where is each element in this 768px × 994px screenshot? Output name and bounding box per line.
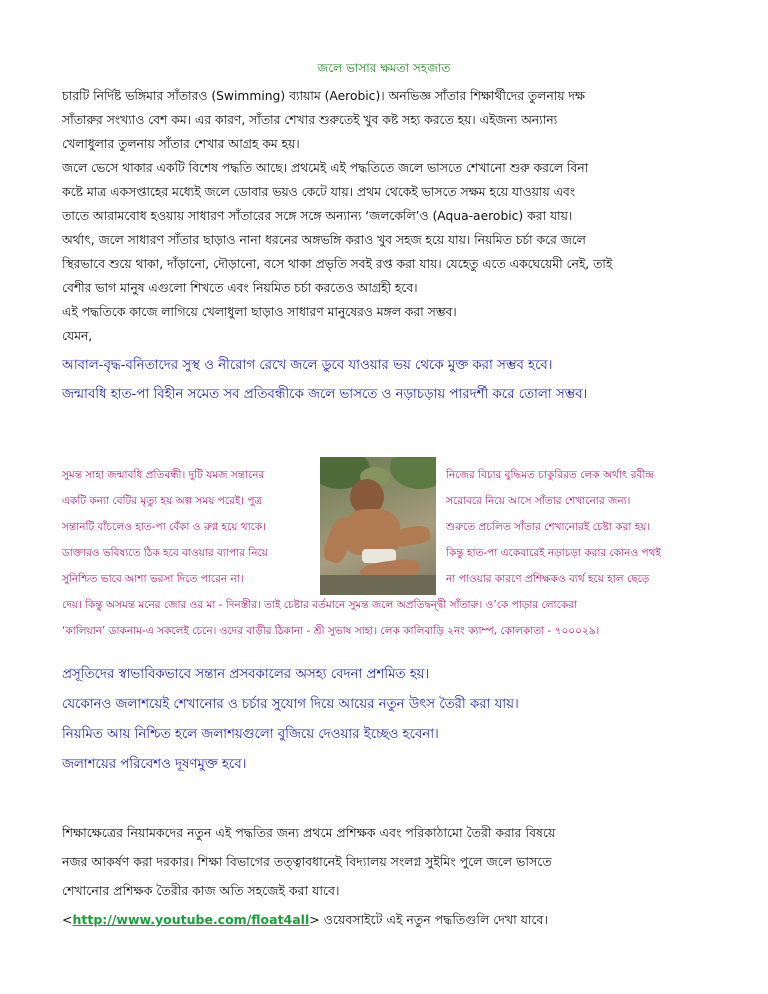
intro-line: এই পদ্ধতিকে কাজে লাগিয়ে খেলাধুলা ছাড়াও সাধারণ মানুষেরও মঙ্গল করা সম্ভব। xyxy=(62,305,457,319)
website-line xyxy=(62,905,712,934)
benefit-item: জলাশয়ের পরিবেশও দূষণমুক্ত হবে। xyxy=(62,757,247,772)
benefit-item: যেকোনও জলাশয়েই শেখানোর ও চর্চার সুযোগ দিয়ে আয়ের নতুন উৎস তৈরী করা যায়। xyxy=(62,697,519,712)
link-open-bracket: < xyxy=(62,912,73,927)
intro-line: যেমন, xyxy=(62,329,93,343)
story-right-line: শুরুতে প্রচলিত সাঁতার শেখানোরই চেষ্টা করা হয়। xyxy=(446,521,651,533)
link-close-bracket: > xyxy=(309,912,320,927)
story-right-line: সরোবরে নিয়ে আসে সাঁতার শেখানোর জন্য। xyxy=(446,495,631,507)
story-left-line: সুনিশ্চিত ভাবে আশা ভরসা দিতে পারেন না। xyxy=(62,573,244,585)
intro-paragraphs xyxy=(62,84,712,410)
intro-line: খেলাধুলার তুলনায় সাঁতার শেখার আগ্রহ কম হয়। xyxy=(62,137,300,151)
story-full-line: ‘কালিয়ান’ ডাকনাম-এ সকলেই চেনে। ওদের বাড়ীর ঠিকানা - শ্রী সুভাষ সাহা। লেক কালিবাড়ি ২নং ক্যাম্প, কোলকাতা - ৭০০০২৯। xyxy=(62,625,600,637)
closing-line: নজর আকর্ষণ করা দরকার। শিক্ষা বিভাগের তত্ত্বাবধানেই বিদ্যালয় সংলগ্ন সুইমিং পুলে জলে ভাসতে xyxy=(62,854,552,869)
intro-line: জলে ভেসে থাকার একটি বিশেষ পদ্ধতি আছে। প্রথমেই এই পদ্ধতিতে জলে ভাসতে শেখানো শুরু করলে বিনা xyxy=(62,161,589,175)
story-right-line: কিন্তু হাত-পা একেবারেই নড়াচড়া করার কোনও পথই xyxy=(446,547,661,559)
intro-line: চারটি নির্দিষ্ট ভঙ্গিমার সাঁতারও (Swimming) ব্যায়াম (Aerobic)। অনভিজ্ঞ সাঁতার শিক্ষার্থীদের তুলনায় দক্ষ xyxy=(62,89,585,103)
child-swimmer-photo xyxy=(320,457,436,595)
page-title: জলে ভাসার ক্ষমতা সহজাত xyxy=(317,61,451,75)
story-right-line: না পাওয়ার কারণে প্রশিক্ষকও ব্যর্থ হয়ে হাল ছেড়ে xyxy=(446,573,650,585)
story-left-line: ডাক্তারও ভবিষ্যতে ঠিক হবে বাওয়ার ব্যাপার নিয়ে xyxy=(62,547,268,559)
closing-line: শিক্ষাক্ষেত্রের নিয়ামকদের নতুন এই পদ্ধতির জন্য প্রথমে প্রশিক্ষক এবং পরিকাঠামো তৈরী করার বিষয়ে xyxy=(62,825,556,840)
intro-line: সাঁতারুর সংখ্যাও বেশ কম। এর কারণ, সাঁতার শেখার শুরুতেই খুব কষ্ট সহ্য করতে হয়। এইজন্য অন্যান্য xyxy=(62,113,558,127)
story-left-line: একটি কন্যা বেটির মৃত্যু হয় অল্প সময় পরেই। পুত্র xyxy=(62,495,263,507)
benefits-list xyxy=(62,660,722,780)
closing-line: শেখানোর প্রশিক্ষক তৈরীর কাজ অতি সহজেই করা যাবে। xyxy=(62,883,340,898)
benefit-item: প্রসূতিদের স্বাভাবিকভাবে সন্তান প্রসবকালের অসহ্য বেদনা প্রশমিত হয়। xyxy=(62,667,430,682)
youtube-link[interactable]: http://www.youtube.com/float4all xyxy=(72,912,310,927)
story-right-line: নিজের বিচার বুদ্ধিমত চাকুরিরত লেক অর্থাৎ রবীন্দ্র xyxy=(446,469,654,481)
intro-line: বেশীর ভাগ মানুষ এগুলো শিখতে এবং নিয়মিত চর্চা করতেও আগ্রহী হবে। xyxy=(62,281,418,295)
story-left-line: সন্তানটি বাঁচলেও হাত-পা বেঁকা ও রুগ্ন হয়ে থাকে। xyxy=(62,521,266,533)
benefit-item: জন্মাবধি হাত-পা বিহীন সমেত সব প্রতিবন্ধীকে জলে ভাসতে ও নড়াচড়ায় পারদর্শী করে তোলা সম্ভব। xyxy=(62,387,588,402)
intro-line: কষ্টে মাত্র একসপ্তাহের মধ্যেই জলে ডোবার ভয়ও কেটে যায়। প্রথম থেকেই ভাসতে সক্ষম হয়ে যাওয়ায় এবং xyxy=(62,185,576,199)
intro-line: তাতে আরামবোধ হওয়ায় সাধারণ সাঁতারের সঙ্গে সঙ্গে অন্যান্য ‘জলকেলি’ও (Aqua-aerobic) করা যায়। xyxy=(62,209,573,223)
link-suffix-text: ওয়েবসাইটে এই নতুন পদ্ধতিগুলি দেখা যাবে। xyxy=(319,912,548,927)
benefit-item: আবাল-বৃদ্ধ-বনিতাদের সুস্থ ও নীরোগ রেখে জলে ডুবে যাওয়ার ভয় থেকে মুক্ত করা সম্ভব হবে। xyxy=(62,358,553,373)
story-left-line: সুমন্ত সাহা জন্মাবধি প্রতিবন্ধী। দুটি যমজ সন্তানের xyxy=(62,469,265,481)
closing-paragraph xyxy=(62,818,712,934)
benefit-item: নিয়মিত আয় নিশ্চিত হলে জলাশয়গুলো বুজিয়ে দেওয়ার ইচ্ছেও হবেনা। xyxy=(62,727,439,742)
intro-line: স্থিরভাবে শুয়ে থাকা, দাঁড়ানো, দৌড়ানো, বসে থাকা প্রভৃতি সবই রপ্ত করা যায়। যেহেতু এতে একঘেয়েমী নেই, তাই xyxy=(62,257,613,271)
story-full-line: দেয়। কিন্তু অসমন্ত মনের জোর ওর মা - দিনস্তীর। তাই চেষ্টার বর্তমানে সুমন্ত জলে অপ্রতিদ্বন্দ্বী সাঁতারু। ও’কে পাড়ার লোকেরা xyxy=(62,599,577,611)
intro-line: অর্থাৎ, জলে সাধারণ সাঁতার ছাড়াও নানা ধরনের অঙ্গভঙ্গি করাও খুব সহজ হয়ে যায়। নিয়মিত চর্চা করে জলে xyxy=(62,233,586,247)
